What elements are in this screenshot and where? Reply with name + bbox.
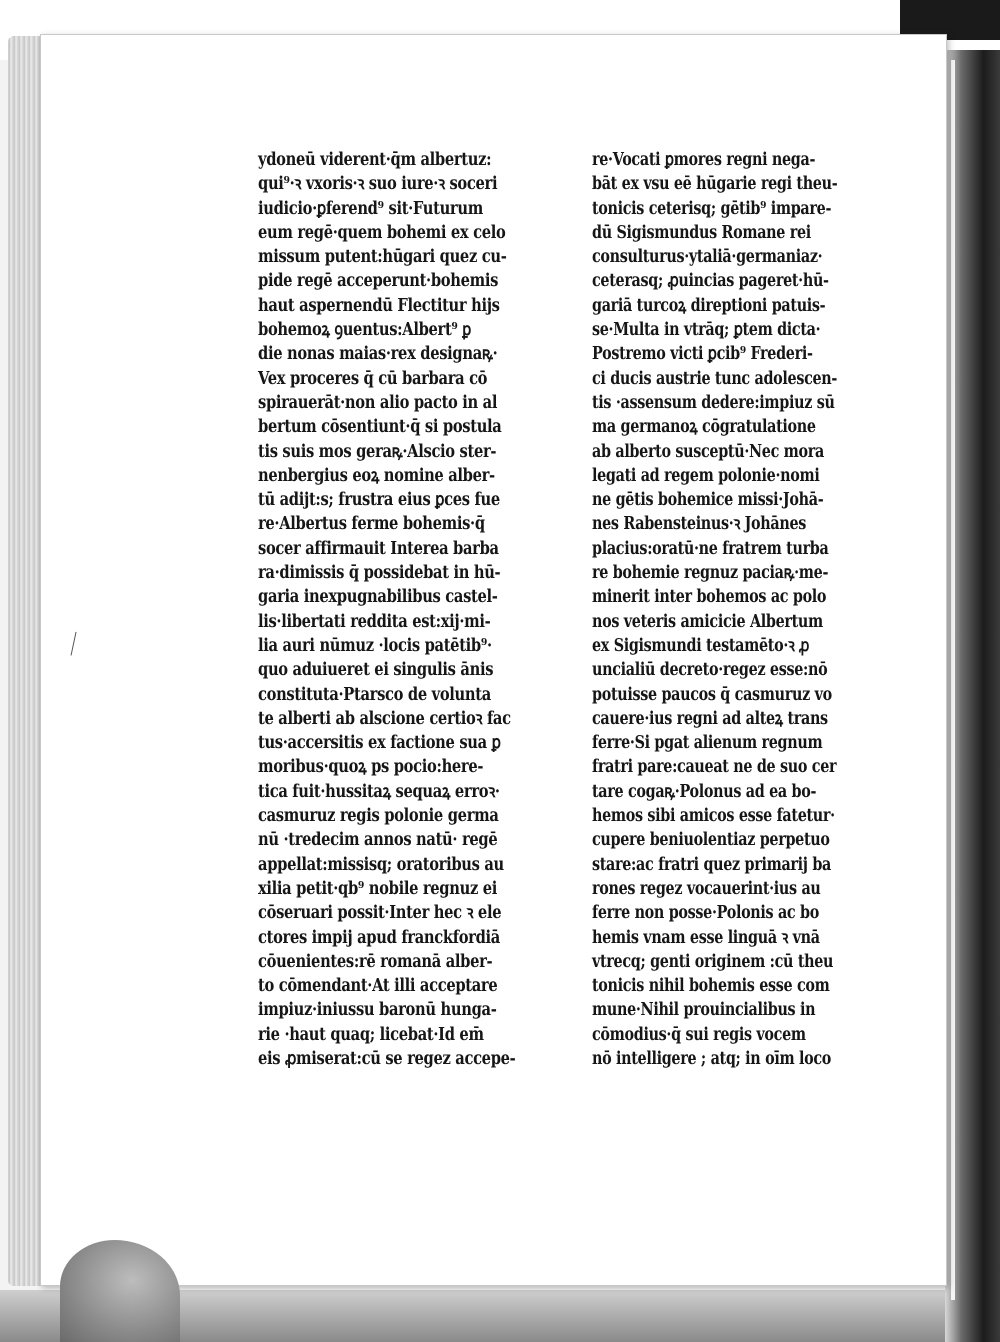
text-line: cauere·ius regni ad alteꝝ trans (592, 708, 828, 729)
text-line: hemis vnam esse linguā ꝛ vnā (592, 927, 820, 948)
text-line: pide regē acceperunt·bohemis (258, 271, 499, 292)
text-line: re·Albertus ferme bohemis·q̄ (258, 514, 485, 535)
text-line: appellat:missisq; oratoribus au (258, 854, 504, 875)
text-line: se·Multa in vtrāq; ꝑtem dicta· (592, 320, 821, 341)
binding-edge-strip (951, 60, 955, 1300)
text-line: gariā turcoꝝ direptioni patuis- (592, 295, 826, 316)
text-line: eum regē·quem bohemi ex celo (258, 222, 506, 243)
text-line: eis ꝓmiserat:cū se regez accepe- (258, 1048, 516, 1069)
text-line: ab alberto susceptū·Nec mora (592, 441, 824, 462)
text-line: tis suis mos geraꝶ·Alscio ster- (258, 441, 497, 462)
text-line: impiuz·iniussu baronū hunga- (258, 1000, 497, 1021)
text-line: rie ·haut quaq; licebat·Id em̄ (258, 1024, 484, 1045)
text-line: bohemoꝝ ꝯuentus:Albert⁹ ꝑ (258, 320, 471, 341)
text-line: tica fuit·hussitaꝝ sequaꝝ erroꝛ· (258, 781, 500, 802)
text-line: stare:ac fratri quez primarij ba (592, 854, 832, 875)
text-line: quo aduiueret ei singulis ānis (258, 660, 494, 681)
text-line: vtrecq; genti originem :cū theu (592, 951, 834, 972)
text-line: tū adijt:s; frustra eius ꝑces fue (258, 490, 500, 511)
text-line: ferre·Si pgat alienum regnum (592, 733, 823, 754)
text-line: socer affirmauit Interea barba (258, 538, 499, 559)
text-line: die nonas maias·rex designaꝶ· (258, 344, 498, 365)
text-line: tare cogaꝶ·Polonus ad ea bo- (592, 781, 817, 802)
text-line: garia inexpugnabilibus castel- (258, 587, 498, 608)
text-line: legati ad regem polonie·nomi (592, 465, 820, 486)
text-line: to cōmendant·At illi acceptare (258, 976, 498, 997)
text-line: Vex proceres q̄ cū barbara cō (258, 368, 488, 389)
text-line: ctores impij apud franckfordiā (258, 927, 500, 948)
text-column-left (258, 148, 578, 1071)
book-binding (945, 50, 1000, 1342)
text-line: iudicio·ꝑferend⁹ sit·Futurum (258, 198, 483, 219)
text-line: uncialiū decreto·regez esse:nō (592, 660, 828, 681)
text-line: qui⁹·ꝛ vxoris·ꝛ suo iure·ꝛ soceri (258, 174, 498, 195)
text-line: ra·dimissis q̄ possidebat in hū- (258, 563, 501, 584)
text-line: nū ·tredecim annos natū· regē (258, 830, 498, 851)
text-line: cōmodius·q̄ sui regis vocem (592, 1024, 806, 1045)
text-line: ma germanoꝝ cōgratulatione (592, 417, 816, 438)
text-line: te alberti ab alscione certioꝛ fac (258, 708, 511, 729)
text-line: tonicis ceterisq; gētib⁹ impare- (592, 198, 832, 219)
text-line: moribus·quoꝝ ps pocio:here- (258, 757, 484, 778)
text-line: casmuruz regis polonie germa (258, 806, 499, 827)
text-line: ci ducis austrie tunc adolescen- (592, 368, 838, 389)
text-line: consulturus·ytaliā·germaniaz· (592, 247, 823, 268)
text-line: nenbergius eoꝝ nomine alber- (258, 465, 495, 486)
text-line: tus·accersitis ex factione sua ꝑ (258, 733, 501, 754)
text-line: tonicis nihil bohemis esse com (592, 976, 830, 997)
text-line: bertum cōsentiunt·q̄ si postula (258, 417, 502, 438)
text-line: potuisse paucos q̄ casmuruz vo (592, 684, 832, 705)
text-line: lis·libertati reddita est:xij·mi- (258, 611, 491, 632)
text-line: nō intelligere ; atq; in oīm loco (592, 1048, 831, 1069)
text-line: tis ·assensum dedere:impiuz sū (592, 392, 835, 413)
text-line: xilia petit·qb⁹ nobile regnuz ei (258, 878, 498, 899)
text-line: cupere beniuolentiaz perpetuo (592, 830, 830, 851)
text-line: mune·Nihil prouincialibus in (592, 1000, 816, 1021)
text-line: placius:oratū·ne fratrem turba (592, 538, 829, 559)
text-line: nos veteris amicicie Albertum (592, 611, 823, 632)
text-line: rones regez vocauerint·ius au (592, 878, 821, 899)
text-line: haut aspernendū Flectitur hijs (258, 295, 500, 316)
text-line: re bohemie regnuz paciaꝶ·me- (592, 563, 829, 584)
text-line: missum putent:hūgari quez cu- (258, 247, 507, 268)
text-line: bāt ex vsu eē hūgarie regi theu- (592, 174, 838, 195)
text-line: ceterasq; ꝓuincias pageret·hū- (592, 271, 829, 292)
text-line: nes Rabensteinus·ꝛ Johānes (592, 514, 807, 535)
text-line: ne gētis bohemice missi·Johā- (592, 490, 824, 511)
text-line: re·Vocati ꝑmores regni nega- (592, 150, 816, 170)
text-line: ex Sigismundi testamēto·ꝛ ꝓ (592, 635, 810, 656)
text-line: fratri pare:caueat ne de suo cer (592, 757, 837, 778)
text-line: spirauerāt·non alio pacto in al (258, 392, 498, 413)
text-line: minerit inter bohemos ac polo (592, 587, 827, 608)
text-line: Postremo victi ꝑcib⁹ Frederi- (592, 344, 813, 365)
text-column-right (592, 148, 892, 1071)
text-line: lia auri nūmuz ·locis patētib⁹· (258, 635, 492, 656)
text-line: cōuenientes:rē romanā alber- (258, 951, 493, 972)
text-line: dū Sigismundus Romane rei (592, 222, 811, 243)
text-line: ydoneū viderent·q̄m albertuz: (258, 150, 492, 170)
text-line: constituta·Ptarsco de volunta (258, 684, 491, 705)
text-line: hemos sibi amicos esse fatetur· (592, 806, 835, 827)
text-line: cōseruari possit·Inter hec ꝛ ele (258, 903, 502, 924)
text-line: ferre non posse·Polonis ac bo (592, 903, 819, 924)
